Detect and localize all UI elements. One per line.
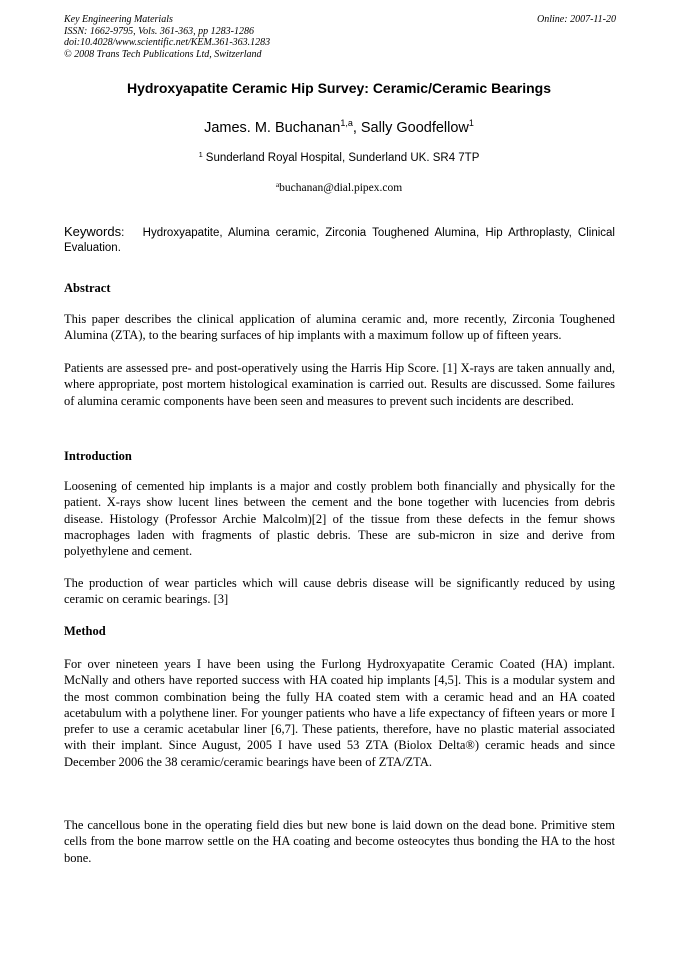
author-affiliation-marker: 1,a — [340, 118, 353, 128]
introduction-paragraph: Loosening of cemented hip implants is a major and costly problem both financially and physically for the patient. X-rays show lucent lines between the cement and the bone together with lucencies from debris disease. Histology (Professor Archie Malcolm)[2] of the tissue from these defects in the femur shows macrophages laden with fragments of plastic debris. These are sub-micron in size and derive from polyethylene and cement. — [64, 479, 615, 559]
introduction-paragraph: The production of wear particles which will cause debris disease will be significantly reduced by using ceramic on ceramic bearings. [3] — [64, 576, 615, 607]
author-affiliation-marker: 1 — [468, 118, 474, 128]
keywords-colon: : — [121, 227, 125, 239]
journal-name: Key Engineering Materials — [64, 14, 173, 25]
email-address: buchanan@dial.pipex.com — [279, 182, 403, 194]
method-heading: Method — [64, 624, 106, 638]
author-name: Sally Goodfellow — [360, 120, 469, 136]
author-name: James. M. Buchanan — [204, 120, 341, 136]
journal-header — [64, 14, 616, 60]
keywords-text: Hydroxyapatite, Alumina ceramic, Zirconia Toughened Alumina, Hip Arthroplasty, Clinical Evaluation. — [64, 227, 615, 254]
method-paragraph: For over nineteen years I have been using the Furlong Hydroxyapatite Ceramic Coated (HA) implant. McNally and others have reported success with HA coated hip implants [4,5]. This is a modular system and the most common combination being the fully HA coated stem with a ceramic head and an HA coated acetabulum with a polythene liner. For younger patients who have a life expectancy of fifteen years or more I prefer to use a ceramic acetabular liner [6,7]. These patients, therefore, have no plastic material associated with their implant. Since August, 2005 I have used 53 ZTA (Biolox Delta®) ceramic heads and since December 2006 the 38 ceramic/ceramic bearings have been of ZTA/ZTA. — [64, 657, 615, 769]
issn-line: ISSN: 1662-9795, Vols. 361-363, pp 1283-1286 — [64, 25, 254, 37]
abstract-heading: Abstract — [64, 281, 111, 295]
email-marker: a — [275, 180, 280, 189]
affiliation-text: Sunderland Royal Hospital, Sunderland UK. SR4 7TP — [205, 152, 480, 164]
introduction-heading: Introduction — [64, 449, 132, 463]
author-separator: , — [352, 120, 361, 136]
contact-email — [0, 180, 678, 194]
online-date: Online: 2007-11-20 — [537, 14, 616, 25]
affiliation — [0, 150, 678, 164]
keywords-block — [64, 224, 615, 256]
affiliation-marker: 1 — [198, 150, 203, 159]
abstract-paragraph: This paper describes the clinical application of alumina ceramic and, more recently, Zirconia Toughened Alumina (ZTA), to the bearing surfaces of hip implants with a maximum follow up of fifteen years. — [64, 312, 615, 343]
keywords-label: Keywords — [64, 224, 122, 239]
method-paragraph: The cancellous bone in the operating field dies but new bone is laid down on the dead bone. Primitive stem cells from the bone marrow settle on the HA coating and become osteocytes thus bonding the HA to the host bone. — [64, 818, 615, 865]
paper-title: Hydroxyapatite Ceramic Hip Survey: Ceramic/Ceramic Bearings — [126, 80, 552, 96]
abstract-paragraph: Patients are assessed pre- and post-operatively using the Harris Hip Score. [1] X-rays are taken annually and, where appropriate, post mortem histological examination is carried out. Results are discussed. Some failures of alumina ceramic components have been seen and measures to prevent such incidents are described. — [64, 361, 615, 408]
author-list — [0, 118, 678, 136]
copyright-line: © 2008 Trans Tech Publications Ltd, Switzerland — [64, 48, 262, 60]
doi-line: doi:10.4028/www.scientific.net/KEM.361-363.1283 — [64, 37, 271, 48]
